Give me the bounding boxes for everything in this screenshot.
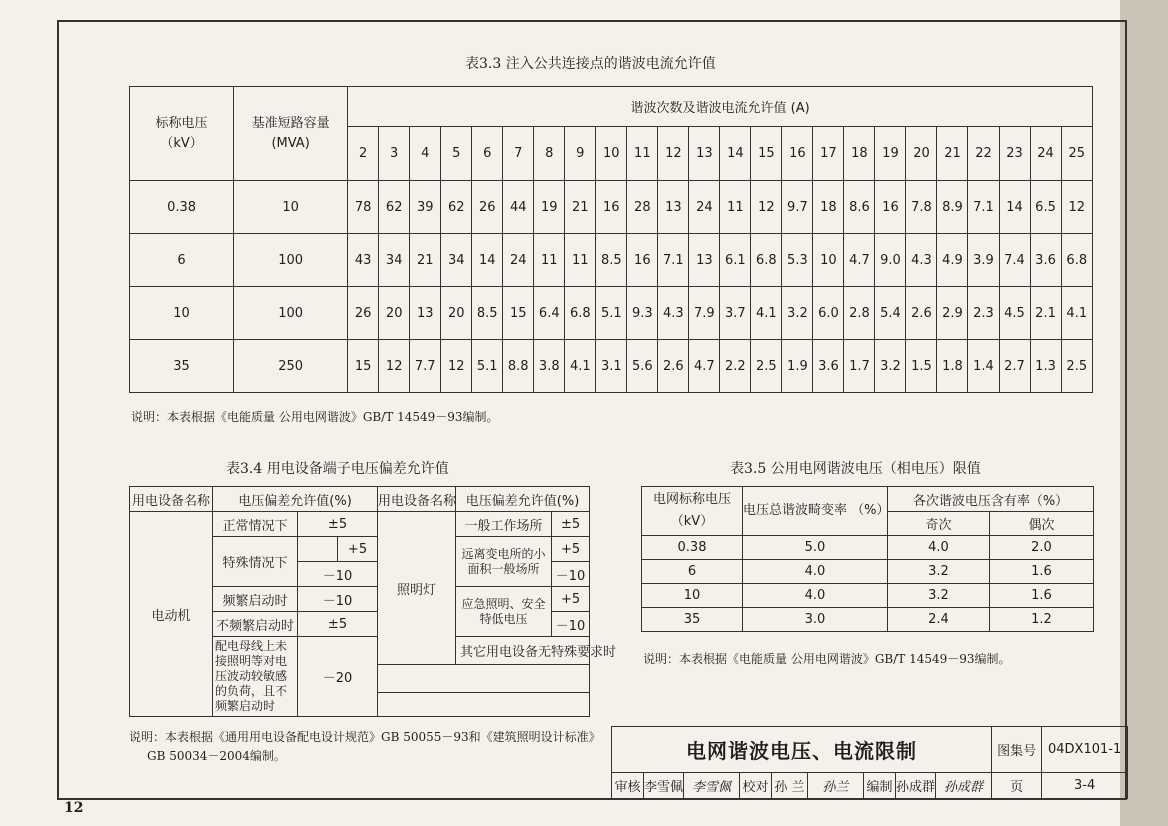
current-value: 14	[999, 181, 1030, 234]
current-value: 9.0	[875, 234, 906, 287]
current-value: 11	[565, 234, 596, 287]
current-value: 2.8	[844, 287, 875, 340]
row-thd: 5.0	[743, 536, 888, 560]
row-capacity: 10	[234, 181, 348, 234]
row-voltage: 35	[130, 340, 234, 393]
harmonic-order-21: 21	[937, 127, 968, 181]
harmonic-order-2: 2	[348, 127, 379, 181]
current-value: 7.4	[999, 234, 1030, 287]
current-value: 2.5	[751, 340, 782, 393]
page-number: 12	[64, 800, 84, 816]
current-value: 16	[875, 181, 906, 234]
remote-label: 远离变电所的小面积一般场所	[456, 537, 552, 587]
current-value: 34	[441, 234, 472, 287]
row-odd-content: 4.0	[888, 536, 990, 560]
motor-label: 电动机	[130, 512, 213, 717]
current-value: 8.6	[844, 181, 875, 234]
emergency-value-plus: +5	[552, 587, 590, 612]
current-value: 14	[472, 234, 503, 287]
current-value: 28	[627, 181, 658, 234]
busbar-label: 配电母线上未接照明等对电压波动较敏感的负荷，且不频繁启动时	[213, 637, 298, 717]
row-even-content: 2.0	[990, 536, 1094, 560]
current-value: 1.7	[844, 340, 875, 393]
table-row	[130, 287, 1093, 340]
current-value: 4.3	[906, 234, 937, 287]
current-value: 9.3	[627, 287, 658, 340]
harmonic-order-23: 23	[999, 127, 1030, 181]
checker-name: 孙 兰	[772, 773, 808, 799]
header-odd: 奇次	[888, 512, 990, 536]
current-value: 6.8	[565, 287, 596, 340]
table-row	[642, 584, 1094, 608]
current-value: 12	[1061, 181, 1092, 234]
harmonic-order-22: 22	[968, 127, 999, 181]
harmonic-order-11: 11	[627, 127, 658, 181]
current-value: 3.6	[813, 340, 844, 393]
table35-note: 说明：本表根据《电能质量 公用电网谐波》GB/T 14549－93编制。	[643, 652, 1011, 666]
design-label: 编制	[864, 773, 896, 799]
table-row	[642, 560, 1094, 584]
infrequent-value: ±5	[298, 612, 378, 637]
row-thd: 4.0	[743, 584, 888, 608]
emergency-value-minus: －10	[552, 612, 590, 637]
checker-signature: 孙兰	[808, 773, 864, 799]
row-even-content: 1.6	[990, 560, 1094, 584]
table34-note-line2: GB 50034－2004编制。	[147, 749, 286, 763]
binding-edge	[1120, 0, 1168, 826]
current-value: 21	[565, 181, 596, 234]
harmonic-order-17: 17	[813, 127, 844, 181]
header-thd: 电压总谐波畸变率 （%）	[743, 487, 888, 536]
current-value: 16	[596, 181, 627, 234]
table33-note: 说明：本表根据《电能质量 公用电网谐波》GB/T 14549－93编制。	[131, 410, 499, 424]
harmonic-order-6: 6	[472, 127, 503, 181]
current-value: 3.1	[596, 340, 627, 393]
harmonic-order-5: 5	[441, 127, 472, 181]
table-row	[642, 608, 1094, 632]
harmonic-order-12: 12	[658, 127, 689, 181]
current-value: 4.5	[999, 287, 1030, 340]
row-even-content: 1.6	[990, 584, 1094, 608]
current-value: 8.9	[937, 181, 968, 234]
harmonic-order-20: 20	[906, 127, 937, 181]
review-label: 审核	[612, 773, 644, 799]
current-value: 26	[348, 287, 379, 340]
row-grid-voltage: 6	[642, 560, 743, 584]
row-even-content: 1.2	[990, 608, 1094, 632]
header-nominal-voltage: 标称电压 （kV）	[130, 87, 234, 181]
current-value: 3.2	[875, 340, 906, 393]
current-value: 7.8	[906, 181, 937, 234]
current-value: 12	[441, 340, 472, 393]
designer-signature: 孙成群	[936, 773, 992, 799]
special-value-plus: +5	[338, 537, 378, 562]
current-value: 13	[658, 181, 689, 234]
current-value: 24	[689, 181, 720, 234]
harmonic-current-table	[129, 86, 1093, 393]
row-capacity: 100	[234, 287, 348, 340]
table34-caption: 表3.4 用电设备端子电压偏差允许值	[226, 461, 449, 477]
current-value: 4.7	[689, 340, 720, 393]
current-value: 12	[751, 181, 782, 234]
current-value: 4.1	[1061, 287, 1092, 340]
current-value: 2.2	[720, 340, 751, 393]
harmonic-order-14: 14	[720, 127, 751, 181]
other-label: 其它用电设备无特殊要求时	[456, 637, 590, 665]
row-odd-content: 3.2	[888, 560, 990, 584]
current-value: 11	[534, 234, 565, 287]
current-value: 18	[813, 181, 844, 234]
header-even: 偶次	[990, 512, 1094, 536]
current-value: 11	[720, 181, 751, 234]
check-label: 校对	[740, 773, 772, 799]
current-value: 6.8	[1061, 234, 1092, 287]
current-value: 26	[472, 181, 503, 234]
reviewer-name: 李雪佩	[644, 773, 684, 799]
header-short-circuit-capacity: 基准短路容量 (MVA)	[234, 87, 348, 181]
table-row	[642, 536, 1094, 560]
remote-value-plus: +5	[552, 537, 590, 562]
current-value: 5.1	[596, 287, 627, 340]
table-row	[130, 181, 1093, 234]
table34-note-line1: 说明：本表根据《通用用电设备配电设计规范》GB 50055－93和《建筑照明设计标准》	[129, 730, 601, 744]
harmonic-order-18: 18	[844, 127, 875, 181]
header-device-2: 用电设备名称	[378, 487, 456, 512]
infrequent-label: 不频繁启动时	[213, 612, 298, 637]
harmonic-order-8: 8	[534, 127, 565, 181]
harmonic-order-7: 7	[503, 127, 534, 181]
current-value: 6.5	[1030, 181, 1061, 234]
current-value: 1.9	[782, 340, 813, 393]
table-row	[130, 234, 1093, 287]
current-value: 24	[503, 234, 534, 287]
current-value: 3.9	[968, 234, 999, 287]
current-value: 20	[441, 287, 472, 340]
busbar-value: －20	[298, 637, 378, 717]
current-value: 5.6	[627, 340, 658, 393]
current-value: 2.1	[1030, 287, 1061, 340]
current-value: 13	[689, 234, 720, 287]
atlas-number: 04DX101-1	[1042, 727, 1128, 773]
row-voltage: 6	[130, 234, 234, 287]
designer-name: 孙成群	[896, 773, 936, 799]
current-value: 9.7	[782, 181, 813, 234]
remote-value-minus: －10	[552, 562, 590, 587]
current-value: 4.1	[751, 287, 782, 340]
current-value: 6.0	[813, 287, 844, 340]
harmonic-order-24: 24	[1030, 127, 1061, 181]
current-value: 43	[348, 234, 379, 287]
current-value: 8.8	[503, 340, 534, 393]
current-value: 3.8	[534, 340, 565, 393]
harmonic-order-15: 15	[751, 127, 782, 181]
row-voltage: 10	[130, 287, 234, 340]
harmonic-order-9: 9	[565, 127, 596, 181]
table33-caption: 表3.3 注入公共连接点的谐波电流允许值	[465, 56, 716, 72]
page-label: 页	[992, 773, 1042, 799]
row-voltage: 0.38	[130, 181, 234, 234]
harmonic-order-3: 3	[379, 127, 410, 181]
current-value: 19	[534, 181, 565, 234]
header-grid-voltage: 电网标称电压 （kV）	[642, 487, 743, 536]
current-value: 12	[379, 340, 410, 393]
current-value: 2.6	[906, 287, 937, 340]
voltage-deviation-table	[129, 486, 617, 717]
current-value: 6.1	[720, 234, 751, 287]
current-value: 4.9	[937, 234, 968, 287]
current-value: 3.2	[782, 287, 813, 340]
special-label: 特殊情况下	[213, 537, 298, 587]
header-device-1: 用电设备名称	[130, 487, 213, 512]
current-value: 4.7	[844, 234, 875, 287]
harmonic-order-25: 25	[1061, 127, 1092, 181]
current-value: 62	[441, 181, 472, 234]
current-value: 5.3	[782, 234, 813, 287]
current-value: 6.8	[751, 234, 782, 287]
current-value: 34	[379, 234, 410, 287]
current-value: 1.8	[937, 340, 968, 393]
general-label: 一般工作场所	[456, 512, 552, 537]
current-value: 15	[348, 340, 379, 393]
current-value: 2.7	[999, 340, 1030, 393]
current-value: 2.6	[658, 340, 689, 393]
harmonic-voltage-table	[641, 486, 1094, 632]
current-value: 1.4	[968, 340, 999, 393]
row-thd: 3.0	[743, 608, 888, 632]
normal-label: 正常情况下	[213, 512, 298, 537]
table35-caption: 表3.5 公用电网谐波电压（相电压）限值	[730, 461, 981, 477]
reviewer-signature: 李雪佩	[684, 773, 740, 799]
current-value: 7.1	[968, 181, 999, 234]
title-block	[611, 726, 1128, 799]
normal-value: ±5	[298, 512, 378, 537]
row-grid-voltage: 10	[642, 584, 743, 608]
header-harmonic-content: 各次谐波电压含有率（%）	[888, 487, 1094, 512]
current-value: 2.9	[937, 287, 968, 340]
current-value: 3.7	[720, 287, 751, 340]
header-tolerance-2: 电压偏差允许值(%)	[456, 487, 590, 512]
current-value: 2.3	[968, 287, 999, 340]
row-grid-voltage: 35	[642, 608, 743, 632]
current-value: 15	[503, 287, 534, 340]
harmonic-order-4: 4	[410, 127, 441, 181]
harmonic-order-10: 10	[596, 127, 627, 181]
row-capacity: 100	[234, 234, 348, 287]
emergency-label: 应急照明、安全特低电压	[456, 587, 552, 637]
harmonic-order-16: 16	[782, 127, 813, 181]
current-value: 4.1	[565, 340, 596, 393]
current-value: 2.5	[1061, 340, 1092, 393]
harmonic-order-13: 13	[689, 127, 720, 181]
lamp-label: 照明灯	[378, 512, 456, 665]
current-value: 20	[379, 287, 410, 340]
current-value: 13	[410, 287, 441, 340]
page-code: 3-4	[1042, 773, 1128, 799]
current-value: 5.4	[875, 287, 906, 340]
current-value: 8.5	[472, 287, 503, 340]
current-value: 16	[627, 234, 658, 287]
current-value: 7.7	[410, 340, 441, 393]
row-thd: 4.0	[743, 560, 888, 584]
row-odd-content: 3.2	[888, 584, 990, 608]
current-value: 3.6	[1030, 234, 1061, 287]
current-value: 1.5	[906, 340, 937, 393]
row-odd-content: 2.4	[888, 608, 990, 632]
harmonic-order-19: 19	[875, 127, 906, 181]
drawing-title: 电网谐波电压、电流限制	[612, 727, 992, 773]
current-value: 8.5	[596, 234, 627, 287]
table-row	[130, 340, 1093, 393]
current-value: 21	[410, 234, 441, 287]
current-value: 62	[379, 181, 410, 234]
current-value: 7.9	[689, 287, 720, 340]
row-capacity: 250	[234, 340, 348, 393]
special-value-minus: －10	[298, 562, 378, 587]
general-value: ±5	[552, 512, 590, 537]
current-value: 1.3	[1030, 340, 1061, 393]
frequent-value: －10	[298, 587, 378, 612]
header-tolerance-1: 电压偏差允许值(%)	[213, 487, 378, 512]
current-value: 44	[503, 181, 534, 234]
header-harmonic-orders: 谐波次数及谐波电流允许值 (A)	[348, 87, 1093, 127]
current-value: 7.1	[658, 234, 689, 287]
row-grid-voltage: 0.38	[642, 536, 743, 560]
current-value: 39	[410, 181, 441, 234]
current-value: 4.3	[658, 287, 689, 340]
current-value: 6.4	[534, 287, 565, 340]
atlas-label: 图集号	[992, 727, 1042, 773]
frequent-label: 频繁启动时	[213, 587, 298, 612]
current-value: 5.1	[472, 340, 503, 393]
current-value: 78	[348, 181, 379, 234]
current-value: 10	[813, 234, 844, 287]
